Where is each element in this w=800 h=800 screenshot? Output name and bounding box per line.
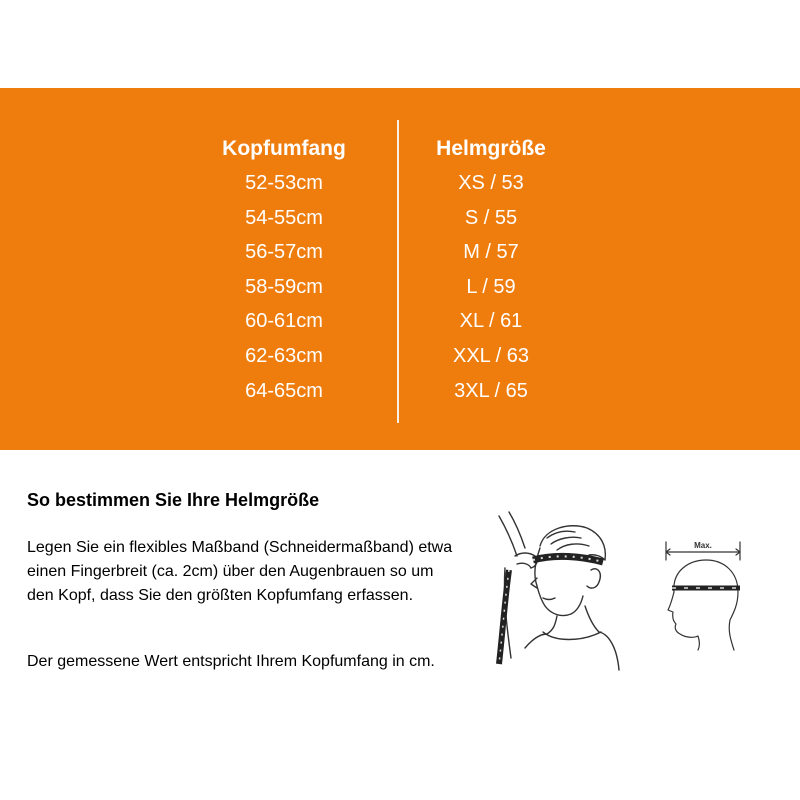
- max-label: Max.: [694, 541, 712, 550]
- circumference-cell: 56-57cm: [245, 241, 323, 264]
- person-measuring-head-icon: [485, 508, 625, 678]
- helmet-size-cell: L / 59: [466, 275, 516, 298]
- helmet-size-cell: XL / 61: [459, 310, 523, 333]
- circumference-cell: 60-61cm: [245, 310, 323, 333]
- circumference-cell: 54-55cm: [245, 206, 323, 229]
- helmet-size-cell: M / 57: [463, 241, 519, 264]
- circumference-cell: 52-53cm: [245, 172, 323, 194]
- instructions-paragraph-1: Legen Sie ein flexibles Maßband (Schneidermaßband) etwa einen Fingerbreit (ca. 2cm) über den Augenbrauen so um den Kopf, dass Sie den größten Kopfumfang erfassen.: [27, 539, 453, 604]
- circumference-cell: 58-59cm: [245, 275, 323, 298]
- helmet-size-cell: S / 55: [464, 206, 518, 229]
- helmet-size-column: [366, 132, 616, 408]
- size-chart-panel: [0, 88, 800, 450]
- helmet-size-cell: XXL / 63: [453, 344, 529, 367]
- instructions-paragraph-2: Der gemessene Wert entspricht Ihrem Kopfumfang in cm.: [27, 653, 435, 670]
- circumference-cell: 62-63cm: [245, 344, 323, 367]
- circumference-cell: 64-65cm: [245, 379, 323, 402]
- helmet-size-cell: XS / 53: [458, 172, 524, 194]
- instructions-title: So bestimmen Sie Ihre Helmgröße: [27, 490, 320, 510]
- helmet-size-cell: 3XL / 65: [454, 379, 528, 402]
- helmet-size-header: Helmgröße: [436, 137, 546, 160]
- head-profile-max-circumference-icon: [660, 538, 745, 653]
- circumference-header: Kopfumfang: [222, 137, 346, 160]
